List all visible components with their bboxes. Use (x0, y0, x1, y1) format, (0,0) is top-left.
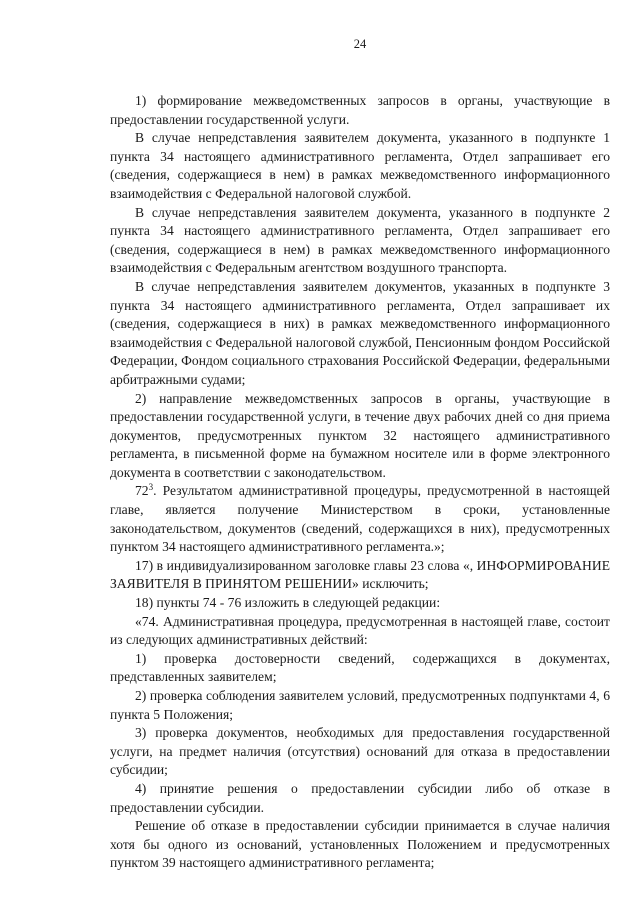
paragraph-case-subpoint-3: В случае непредставления заявителем документов, указанных в подпункте 3 пункта 34 настоящего административного регламента, Отдел запрашивает их (сведения, содержащиеся в них) в рамках межведомственного информационного взаимодействия с Федеральной налоговой службой, Пенсионным фондом Российской Федерации, Фондом социального страхования Российской Федерации, федеральными арбитражными судами; (110, 278, 610, 387)
paragraph-number: 72 (135, 483, 149, 499)
paragraph-72-3 (110, 482, 610, 556)
paragraph-point-74: «74. Административная процедура, предусмотренная в настоящей главе, состоит из следующих административных действий: (110, 613, 610, 648)
paragraph-item-17: 17) в индивидуализированном заголовке главы 23 слова «, ИНФОРМИРОВАНИЕ ЗАЯВИТЕЛЯ В ПРИНЯТОМ РЕШЕНИИ» исключить; (110, 557, 610, 592)
paragraph-action-2: 2) проверка соблюдения заявителем условий, предусмотренных подпунктами 4, 6 пункта 5 Положения; (110, 688, 610, 722)
paragraph-superscript: 3 (148, 482, 154, 493)
page-number: 24 (353, 37, 367, 51)
paragraph-case-subpoint-2: В случае непредставления заявителем документа, указанного в подпункте 2 пункта 34 настоящего административного регламента, Отдел запрашивает его (сведения, содержащиеся в нем) в рамках межведомственного информационного взаимодействия с Федеральным агентством воздушного транспорта. (110, 204, 610, 276)
paragraph-item-18: 18) пункты 74 - 76 изложить в следующей редакции: (135, 595, 441, 611)
paragraph-action-1: 1) проверка достоверности сведений, содержащихся в документах, представленных заявителем; (110, 650, 610, 685)
paragraph-action-3: 3) проверка документов, необходимых для предоставления государственной услуги, на предмет наличия (отсутствия) оснований для отказа в предоставлении субсидии; (110, 725, 610, 778)
paragraph-subitem-2: 2) направление межведомственных запросов в органы, участвующие в предоставлении государственной услуги, в течение двух рабочих дней со дня приема документов, предусмотренных пунктом 32 настоящего административного регламента, в письменной форме на бумажном носителе или в форме электронного документа в соответствии с законодательством. (110, 390, 610, 480)
paragraph-action-4: 4) принятие решения о предоставлении субсидии либо об отказе в предоставлении субсидии. (110, 780, 610, 815)
paragraph-subitem-1: 1) формирование межведомственных запросов в органы, участвующие в предоставлении государственной услуги. (110, 93, 610, 127)
paragraph-case-subpoint-1: В случае непредставления заявителем документа, указанного в подпункте 1 пункта 34 настоящего административного регламента, Отдел запрашивает его (сведения, содержащиеся в нем) в рамках межведомственного информационного взаимодействия с Федеральной налоговой службой. (110, 130, 610, 201)
paragraph-72-text: . Результатом административной процедуры, предусмотренной в настоящей главе, является получение Министерством в сроки, установленные законодательством, документов (сведений, содержащихся в них), предусмотренных пунктом 34 настоящего административного регламента.»; (110, 483, 610, 555)
document-body (110, 92, 610, 873)
paragraph-refusal-decision: Решение об отказе в предоставлении субсидии принимается в случае наличия хотя бы одного из оснований, установленных Положением и предусмотренных пунктом 39 настоящего административного регламента; (110, 818, 610, 871)
